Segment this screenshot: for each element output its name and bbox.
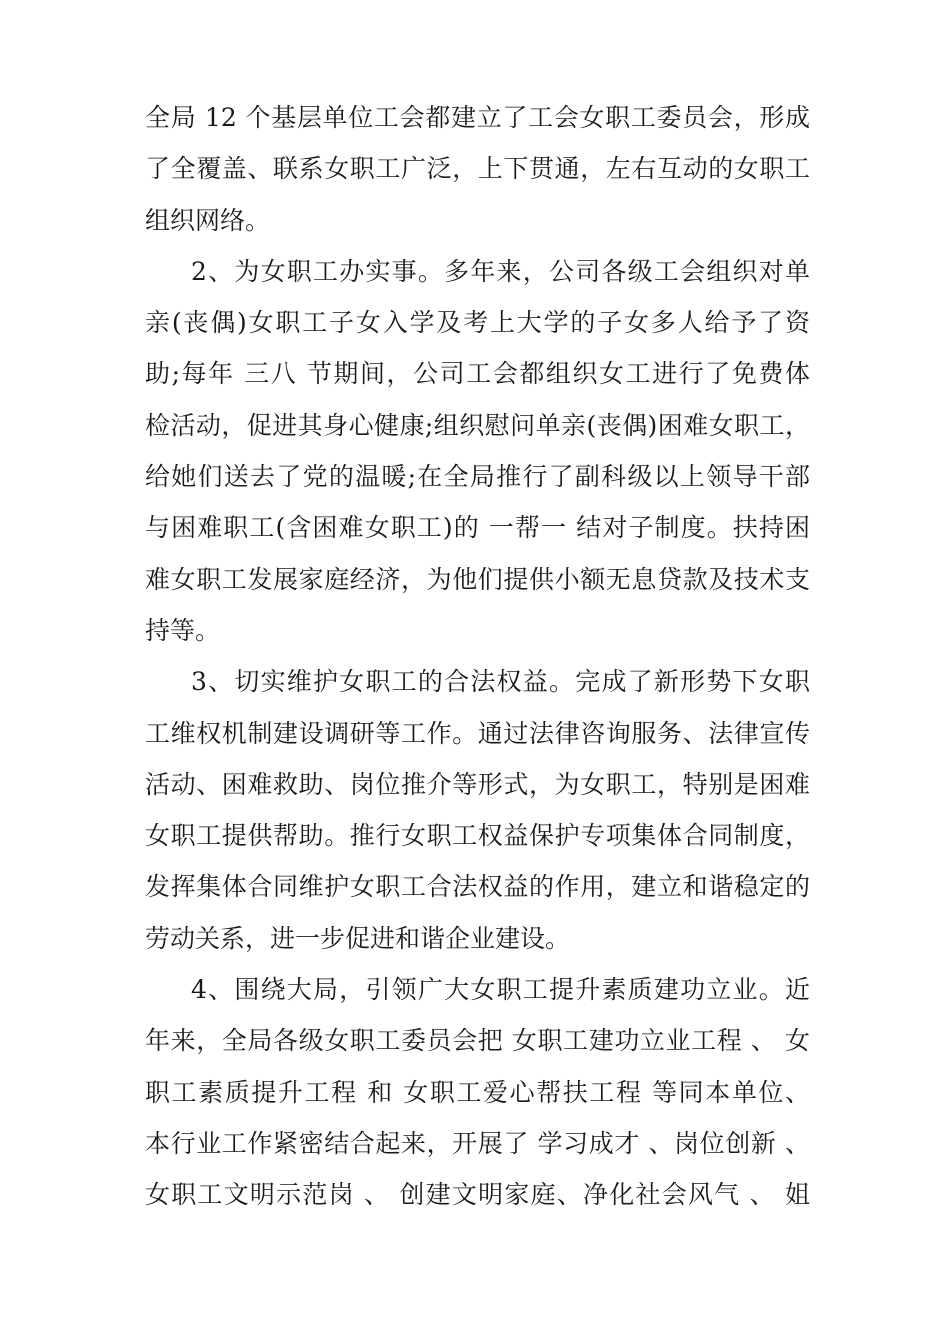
text-line: 全局 12 个基层单位工会都建立了工会女职工委员会，形成 — [145, 103, 810, 132]
text-line: 3、切实维护女职工的合法权益。完成了新形势下女职 — [191, 667, 810, 697]
text-line: 2、为女职工办实事。多年来，公司各级工会组织对单 — [191, 256, 810, 286]
text-line: 年来，全局各级女职工委员会把 女职工建功立业工程 、 女 — [145, 1026, 810, 1056]
text-line: 检活动，促进其身心健康;组织慰问单亲(丧偶)困难女职工， — [145, 410, 810, 440]
text-line: 持等。 — [145, 615, 221, 645]
text-line: 与困难职工(含困难女职工)的 一帮一 结对子制度。扶持困 — [145, 513, 810, 543]
text-line: 亲(丧偶)女职工子女入学及考上大学的子女多人给予了资 — [145, 308, 810, 338]
paragraph-2 — [145, 250, 810, 660]
paragraph-4 — [145, 968, 810, 1224]
text-line: 活动、困难救助、岗位推介等形式，为女职工，特别是困难 — [145, 769, 810, 799]
text-line: 职工素质提升工程 和 女职工爱心帮扶工程 等同本单位、 — [145, 1077, 810, 1107]
text-line: 助;每年 三八 节期间，公司工会都组织女工进行了免费体 — [145, 359, 810, 389]
text-line: 本行业工作紧密结合起来，开展了 学习成才 、岗位创新 、 — [145, 1128, 810, 1158]
text-line: 4、围绕大局，引领广大女职工提升素质建功立业。近 — [191, 975, 810, 1005]
paragraph-3 — [145, 660, 810, 968]
text-line: 工维权机制建设调研等工作。通过法律咨询服务、法律宣传 — [145, 718, 810, 748]
document-body — [145, 96, 810, 1225]
text-line: 给她们送去了党的温暖;在全局推行了副科级以上领导干部 — [145, 462, 810, 492]
paragraph-1 — [145, 96, 810, 250]
text-line: 发挥集体合同维护女职工合法权益的作用，建立和谐稳定的 — [145, 872, 810, 902]
text-line: 女职工文明示范岗 、 创建文明家庭、净化社会风气 、 姐 — [145, 1180, 810, 1210]
text-line: 劳动关系，进一步促进和谐企业建设。 — [145, 923, 571, 953]
text-line: 了全覆盖、联系女职工广泛，上下贯通，左右互动的女职工 — [145, 154, 810, 184]
text-line: 组织网络。 — [145, 205, 271, 235]
text-line: 女职工提供帮助。推行女职工权益保护专项集体合同制度， — [145, 821, 810, 851]
text-line: 难女职工发展家庭经济，为他们提供小额无息贷款及技术支 — [145, 564, 810, 594]
